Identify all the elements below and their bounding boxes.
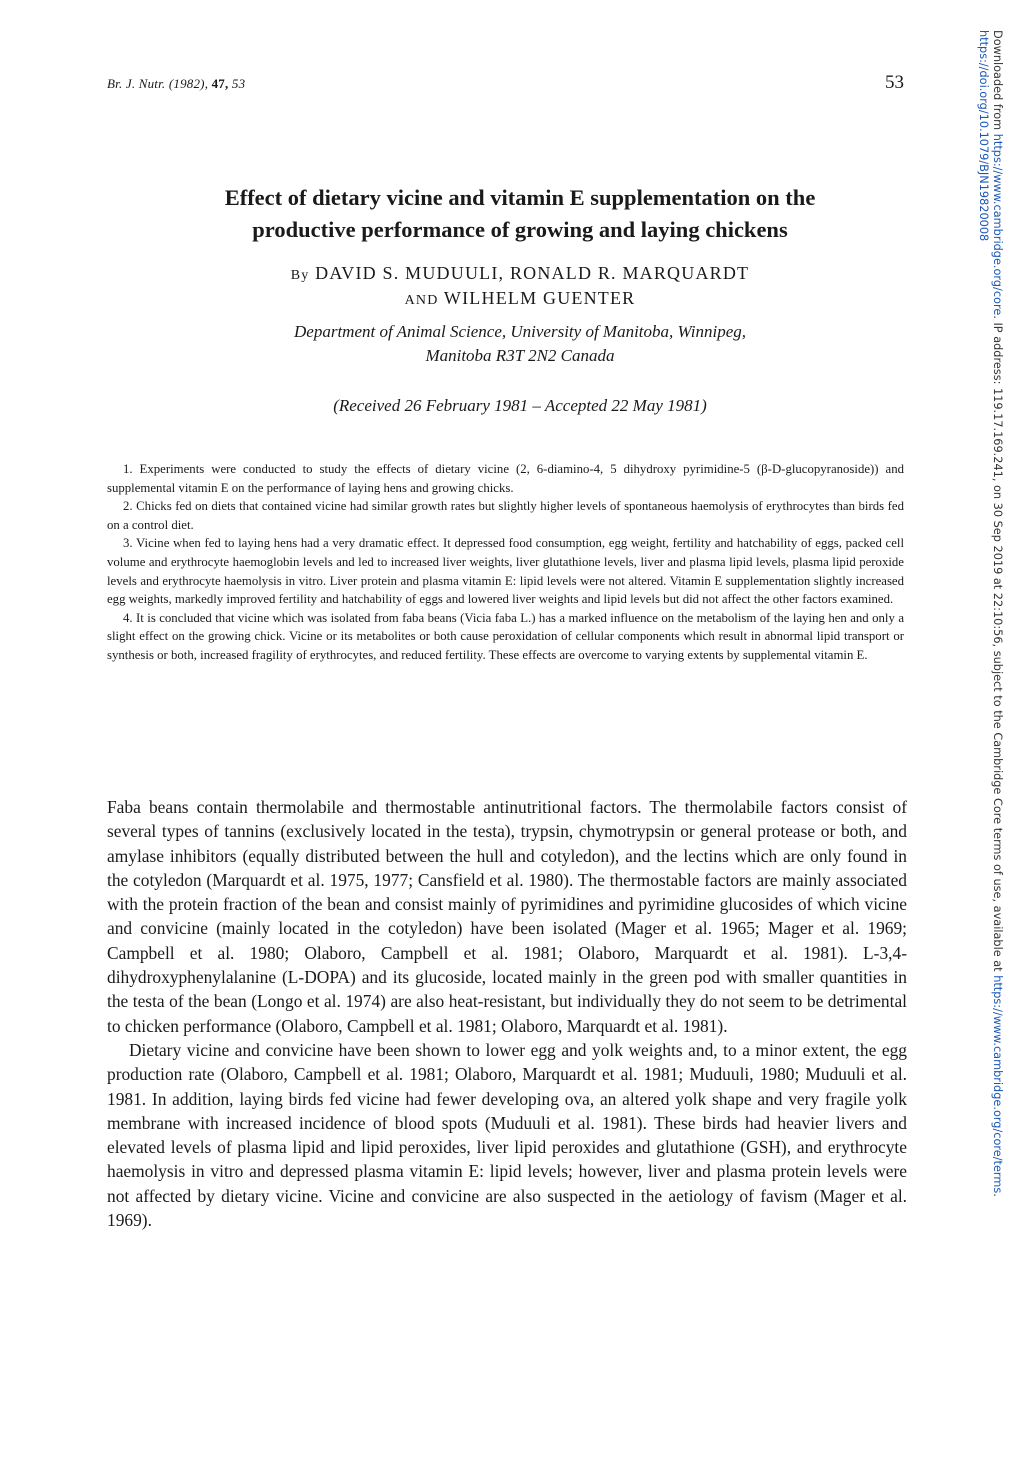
journal-page: 53 — [231, 76, 246, 91]
authors-by: By — [290, 268, 310, 283]
download-note — [974, 30, 1004, 1410]
article-title — [120, 182, 920, 246]
running-head — [107, 76, 245, 92]
body-paragraph-1: Faba beans contain thermolabile and thermostable antinutritional factors. The thermolabile factors consist of several types of tannins (exclusively located in the testa), trypsin, chymotrypsin or general protease or both, and amylase inhibitors (equally distributed between the hull and cotyledon), and the lectins which are only found in the cotyledon (Marquardt et al. 1975, 1977; Cansfield et al. 1980). The thermostable factors are mainly associated with the protein fraction of the bean and consist mainly of pyrimidines and pyrimidine glucosides of which vicine and convicine (mainly located in the cotyledon) have been isolated (Mager et al. 1965; Mager et al. 1969; Campbell et al. 1980; Olaboro, Campbell et al. 1981; Olaboro, Marquardt et al. 1981). L-3,4-dihydroxyphenylalanine (L-DOPA) and its glucoside, located mainly in the green pod with smaller quantities in the testa of the bean (Longo et al. 1974) are also heat-resistant, but individually they do not seem to be detrimental to chicken performance (Olaboro, Campbell et al. 1981; Olaboro, Marquardt et al. 1981). — [107, 797, 907, 1036]
title-line-2: productive performance of growing and laying chickens — [252, 217, 788, 242]
abstract — [107, 460, 904, 665]
affiliation-line-1: Department of Animal Science, University of Manitoba, Winnipeg, — [294, 322, 746, 341]
affiliation-line-2: Manitoba R3T 2N2 Canada — [425, 346, 615, 365]
abstract-paragraph-4: 4. It is concluded that vicine which was isolated from faba beans (Vicia faba L.) has a marked influence on the metabolism of the laying hen and only a slight effect on the growing chick. Vicine or its metabolites or both cause peroxidation of cellular components which result in abnormal lipid transport or synthesis or both, increased fragility of erythrocytes, and reduced fertility. These effects are overcome to varying extents by supplemental vitamin E. — [107, 610, 904, 662]
body-text — [107, 795, 907, 1232]
body-paragraph-2: Dietary vicine and convicine have been shown to lower egg and yolk weights and, to a minor extent, the egg production rate (Olaboro, Campbell et al. 1981; Olaboro, Marquardt et al. 1981; Muduuli, 1980; Muduuli et al. 1981. In addition, laying birds fed vicine had fewer developing ova, an altered yolk shape and very fragile yolk membrane with increased incidence of blood spots (Muduuli et al. 1981). These birds had heavier livers and elevated levels of plasma lipid and lipid peroxides, liver lipid peroxides and glutathione (GSH), and erythrocyte haemolysis in vitro and depressed plasma vitamin E: lipid levels; however, liver and plasma protein levels were not affected by dietary vicine. Vicine and convicine are also suspected in the aetiology of favism (Mager et al. 1969). — [107, 1039, 907, 1231]
journal-name: Br. J. Nutr. — [107, 76, 166, 91]
abstract-paragraph-2: 2. Chicks fed on diets that contained vicine had similar growth rates but slightly higher levels of spontaneous haemolysis of erythrocytes than birds fed on a control diet. — [107, 499, 904, 532]
abstract-paragraph-3: 3. Vicine when fed to laying hens had a very dramatic effect. It depressed food consumption, egg weight, fertility and hatchability of eggs, packed cell volume and erythrocyte haemoglobin levels and led to increased liver weights, liver glutathione levels, liver and plasma lipid levels, plasma lipid peroxide levels and erythrocyte haemolysis in vitro. Liver protein and plasma vitamin E: lipid levels were not altered. Vitamin E supplementation slightly increased egg weights, markedly improved fertility and hatchability of eggs and lowered liver weights and lipid levels but did not affect the other factors examined. — [107, 536, 904, 607]
doi-link[interactable]: https://doi.org/10.1079/BJN19820008 — [977, 30, 990, 242]
download-note-line-1: Downloaded from https://www.cambridge.org/core. IP address: 119.17.169.241, on 30 Sep 2019 at 22:10:56, subject to the Cambridge Core terms of use, available at https://www.cambridge.org/core/terms. — [991, 30, 1004, 1197]
cambridge-core-link[interactable]: https://www.cambridge.org/core — [991, 133, 1004, 316]
author-list — [140, 262, 900, 312]
journal-volume: 47, — [211, 76, 229, 91]
authors-line-1: DAVID S. MUDUULI, RONALD R. MARQUARDT — [315, 263, 750, 283]
download-note-line-2 — [976, 30, 990, 1410]
title-line-1: Effect of dietary vicine and vitamin E supplementation on the — [224, 185, 816, 210]
authors-and: AND — [404, 293, 439, 308]
received-dates: (Received 26 February 1981 – Accepted 22 May 1981) — [333, 396, 707, 415]
authors-line-2: WILHELM GUENTER — [443, 288, 636, 308]
page-number: 53 — [885, 72, 904, 93]
terms-link[interactable]: https://www.cambridge.org/core/terms — [991, 975, 1004, 1194]
journal-year: (1982), — [168, 76, 209, 91]
affiliation — [140, 320, 900, 368]
abstract-paragraph-1: 1. Experiments were conducted to study the effects of dietary vicine (2, 6-diamino-4, 5 dihydroxy pyrimidine-5 (β-D-glucopyranoside)) and supplemental vitamin E on the performance of laying hens and growing chicks. — [107, 462, 904, 495]
